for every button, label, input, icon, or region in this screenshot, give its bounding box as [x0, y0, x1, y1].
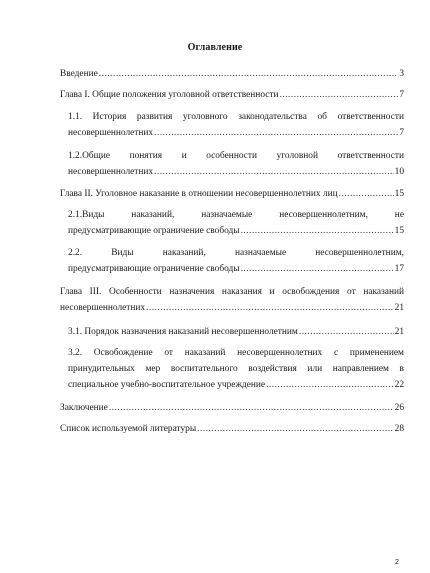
toc-entry-text-continued: принудительных мер воспитательного воздействия или направлением в: [68, 364, 404, 374]
toc-leader-dots: [266, 379, 394, 391]
toc-entry-text: 1.2.Общие понятия и особенности уголовной ответственности: [68, 151, 404, 161]
toc-entry-text: Введение: [60, 69, 98, 79]
toc-entry-text-continued: предусматривающие ограничение свободы: [68, 264, 240, 274]
toc-entry-section-3-2[interactable]: [68, 347, 404, 391]
toc-leader-dots: [241, 225, 394, 237]
toc-page-number: 22: [394, 380, 404, 390]
toc-entry-section-3-1[interactable]: [68, 326, 404, 338]
toc-leader-dots: [99, 68, 399, 80]
toc-entry-references[interactable]: [60, 423, 404, 435]
toc-entry-text: 2.1.Виды наказаний, назначаемые несовершеннолетним, не: [68, 210, 404, 220]
toc-leader-dots: [154, 127, 398, 139]
toc-entry-chapter-3[interactable]: [60, 286, 404, 314]
toc-entry-text: 2.2. Виды наказаний, назначаемые несовершеннолетним,: [68, 248, 404, 258]
toc-entry-section-2-2[interactable]: [68, 247, 404, 275]
toc-entry-text-continued: несовершеннолетних: [68, 167, 154, 177]
toc-entry-text-continued: несовершеннолетних: [60, 303, 146, 313]
toc-page-number: 15: [394, 226, 404, 236]
toc-page-number: 26: [394, 403, 404, 413]
toc-entry-section-1-1[interactable]: [68, 111, 404, 139]
toc-leader-dots: [280, 89, 399, 101]
toc-entry-text: Глава I. Общие положения уголовной ответственности: [60, 90, 279, 100]
toc-page-number: 15: [394, 189, 404, 199]
page-number: 2: [395, 559, 399, 566]
toc-page-number: 7: [399, 128, 404, 138]
toc-leader-dots: [241, 263, 394, 275]
toc-entry-text: Заключение: [60, 403, 108, 413]
toc-page-number: 17: [394, 264, 404, 274]
toc-entry-chapter-1[interactable]: [60, 89, 404, 101]
toc-leader-dots: [154, 166, 394, 178]
toc-entry-text: 1.1. История развития уголовного законодательства об ответственности: [68, 112, 404, 122]
toc-leader-dots: [109, 402, 394, 414]
toc-page-number: 28: [394, 424, 404, 434]
toc-entry-intro[interactable]: [60, 68, 404, 80]
toc-page-number: 10: [394, 167, 404, 177]
toc-entry-text-continued: предусматривающие ограничение свободы: [68, 226, 240, 236]
toc-title: Оглавление: [187, 42, 243, 53]
toc-leader-dots: [339, 188, 394, 200]
toc-leader-dots: [146, 302, 394, 314]
toc-entry-text-continued: специальное учебно-воспитательное учреждение: [68, 380, 266, 390]
toc-entry-text-continued: несовершеннолетних: [68, 128, 154, 138]
toc-page-number: 3: [399, 69, 404, 79]
toc-entry-chapter-2[interactable]: [60, 188, 404, 200]
toc-page-number: 21: [394, 303, 404, 313]
toc-entry-text: Глава III. Особенности назначения наказания и освобождения от наказаний: [60, 287, 404, 297]
toc-entry-text: Глава II. Уголовное наказание в отношении несовершеннолетних лиц: [60, 189, 338, 199]
toc-entry-conclusion[interactable]: [60, 402, 404, 414]
toc-entry-text: Список используемой литературы: [60, 424, 197, 434]
toc-leader-dots: [197, 423, 393, 435]
toc-entry-section-2-1[interactable]: [68, 209, 404, 237]
toc-entry-text: 3.1. Порядок назначения наказаний несовершеннолетним: [68, 327, 298, 337]
toc-leader-dots: [299, 326, 394, 338]
toc-page-number: 21: [394, 327, 404, 337]
toc-entry-section-1-2[interactable]: [68, 150, 404, 178]
toc-page-number: 7: [399, 90, 404, 100]
toc-entry-text: 3.2. Освобождение от наказаний несовершеннолетних с применением: [68, 348, 404, 358]
